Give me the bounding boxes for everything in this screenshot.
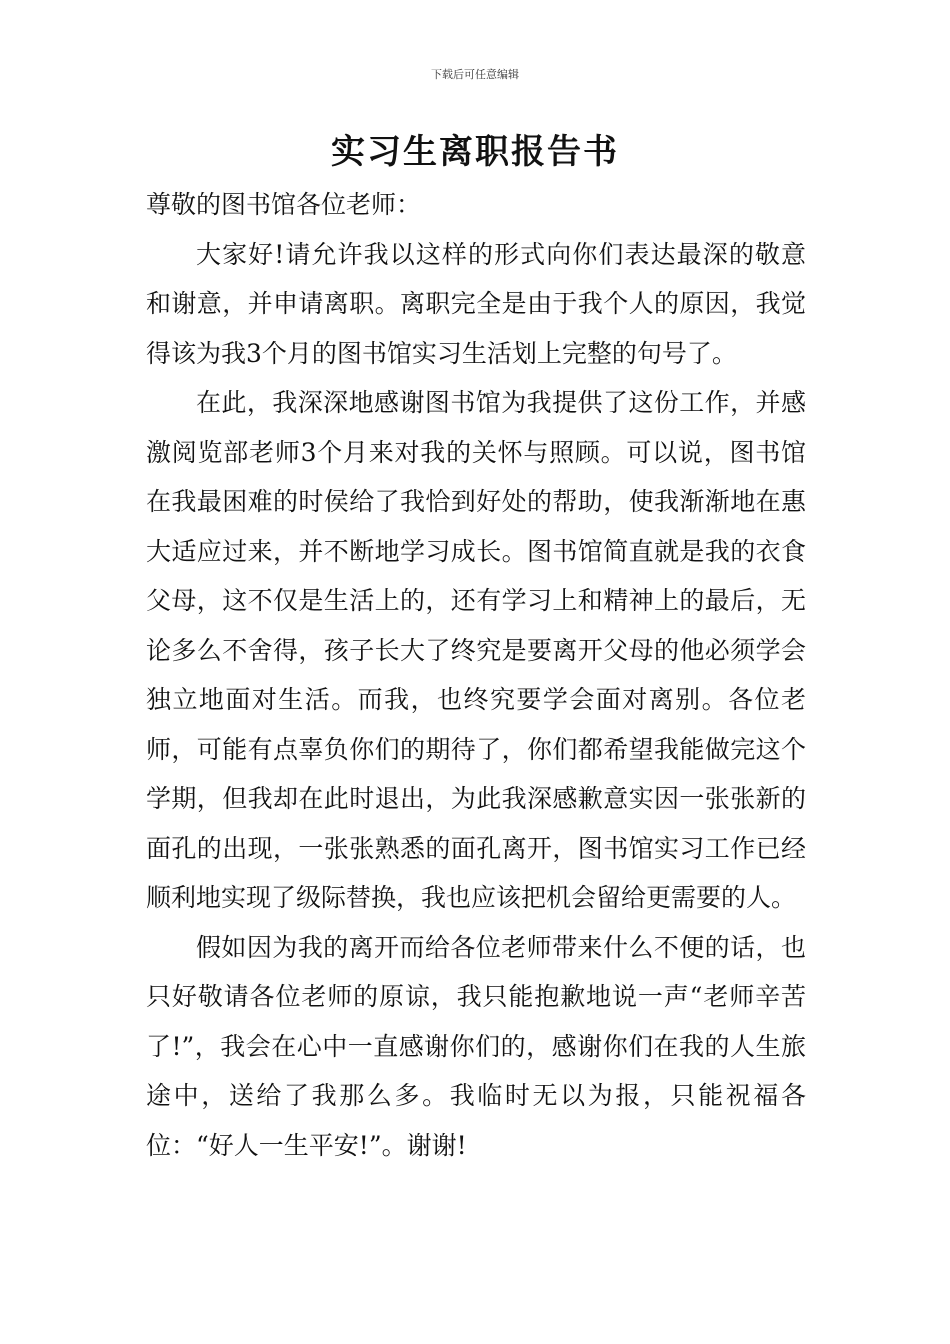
paragraph-1: 大家好!请允许我以这样的形式向你们表达最深的敬意和谢意，并申请离职。离职完全是由于我个人的原因，我觉得该为我3个月的图书馆实习生活划上完整的句号了。 [146,239,806,368]
document-title: 实习生离职报告书 [331,132,619,172]
paragraph-3: 假如因为我的离开而给各位老师带来什么不便的话，也只好敬请各位老师的原谅，我只能抱歉地说一声“老师辛苦了!”，我会在心中一直感谢你们的，感谢你们在我的人生旅途中，送给了我那么多。我临时无以为报，只能祝福各位：“好人一生平安!”。谢谢! [146,932,806,1160]
header-note: 下载后可任意编辑 [431,68,519,81]
letter-body [146,180,806,1170]
salutation: 尊敬的图书馆各位老师： [146,190,422,219]
paragraph-2: 在此，我深深地感谢图书馆为我提供了这份工作，并感激阅览部老师3个月来对我的关怀与照顾。可以说，图书馆在我最困难的时侯给了我恰到好处的帮助，使我渐渐地在惠大适应过来，并不断地学习成长。图书馆简直就是我的衣食父母，这不仅是生活上的，还有学习上和精神上的最后，无论多么不舍得，孩子长大了终究是要离开父母的他必须学会独立地面对生活。而我，也终究要学会面对离别。各位老师，可能有点辜负你们的期待了，你们都希望我能做完这个学期，但我却在此时退出，为此我深感歉意实因一张张新的面孔的出现，一张张熟悉的面孔离开，图书馆实习工作已经顺利地实现了级际替换，我也应该把机会留给更需要的人。 [146,388,806,912]
